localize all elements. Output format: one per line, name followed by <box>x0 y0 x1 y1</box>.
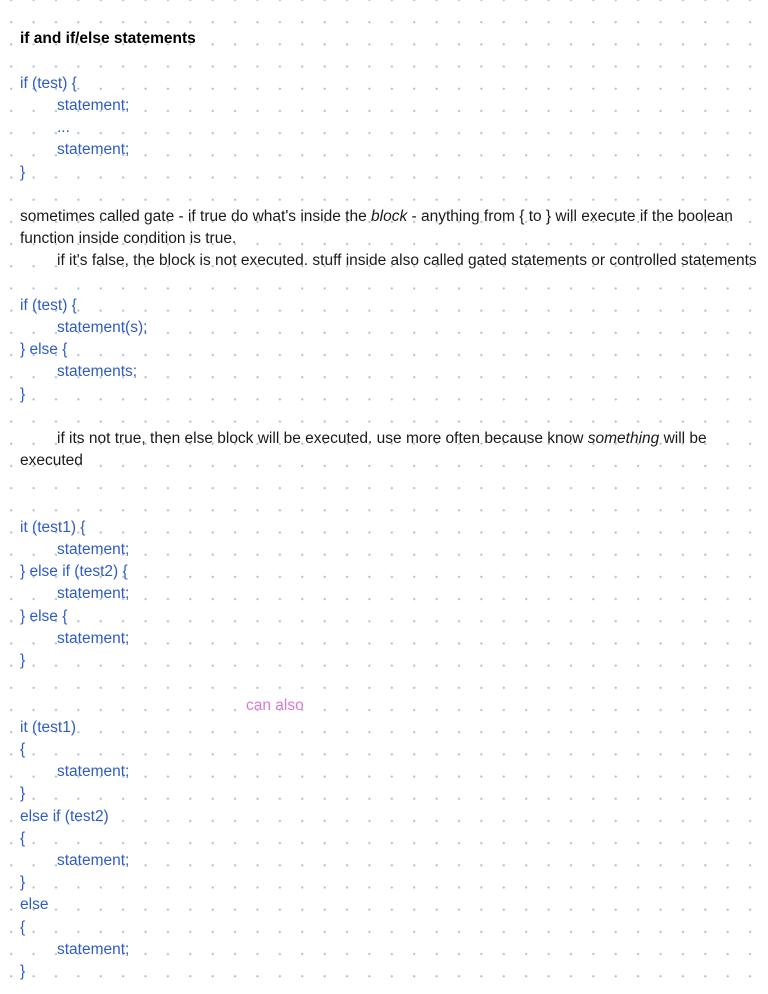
code-line: } <box>20 386 26 403</box>
code-line: statement; <box>57 97 130 114</box>
code-line: { <box>20 919 26 936</box>
code-line: statement; <box>57 585 130 602</box>
code-line: } else if (test2) { <box>20 563 128 580</box>
annotation-text: can also <box>246 697 304 714</box>
code-line: statement; <box>57 141 130 158</box>
code-line: statement(s); <box>57 319 148 336</box>
code-line: statement; <box>57 763 130 780</box>
code-line: } <box>20 963 26 980</box>
code-line: } <box>20 874 26 891</box>
code-line: } else { <box>20 341 68 358</box>
code-line: } <box>20 164 26 181</box>
code-line: else if (test2) <box>20 808 109 825</box>
code-line: } <box>20 652 26 669</box>
code-line: statement; <box>57 630 130 647</box>
code-line: { <box>20 830 26 847</box>
code-line: it (test1) <box>20 719 76 736</box>
code-line: else <box>20 896 49 913</box>
paragraph-line: if it's false, the block is not executed. stuff inside also called gated statements or controlled statements <box>57 252 757 269</box>
code-line: statement; <box>57 941 130 958</box>
paragraph-text: will be <box>659 430 707 447</box>
code-line: } else { <box>20 608 68 625</box>
paragraph-line <box>57 430 707 448</box>
code-line: statements; <box>57 363 138 380</box>
paragraph-line: executed <box>20 452 83 469</box>
code-line: statement; <box>57 541 130 558</box>
paragraph-text: sometimes called gate - if true do what's inside the <box>20 208 372 225</box>
paragraph-line: function inside condition is true. <box>20 230 237 247</box>
code-line: if (test) { <box>20 75 77 92</box>
code-line: statement; <box>57 852 130 869</box>
code-line: { <box>20 741 26 758</box>
note-title: if and if/else statements <box>20 30 196 47</box>
paragraph-text: - anything from { to } will execute if the boolean <box>407 208 733 225</box>
code-line: it (test1) { <box>20 519 86 536</box>
emphasis-text: block <box>371 208 408 225</box>
code-line: if (test) { <box>20 297 77 314</box>
paragraph-line <box>20 208 733 226</box>
code-line: } <box>20 785 26 802</box>
code-line: ... <box>57 119 70 136</box>
paragraph-text: if its not true, then else block will be executed. use more often because know <box>57 430 588 447</box>
emphasis-text: something <box>587 430 660 447</box>
